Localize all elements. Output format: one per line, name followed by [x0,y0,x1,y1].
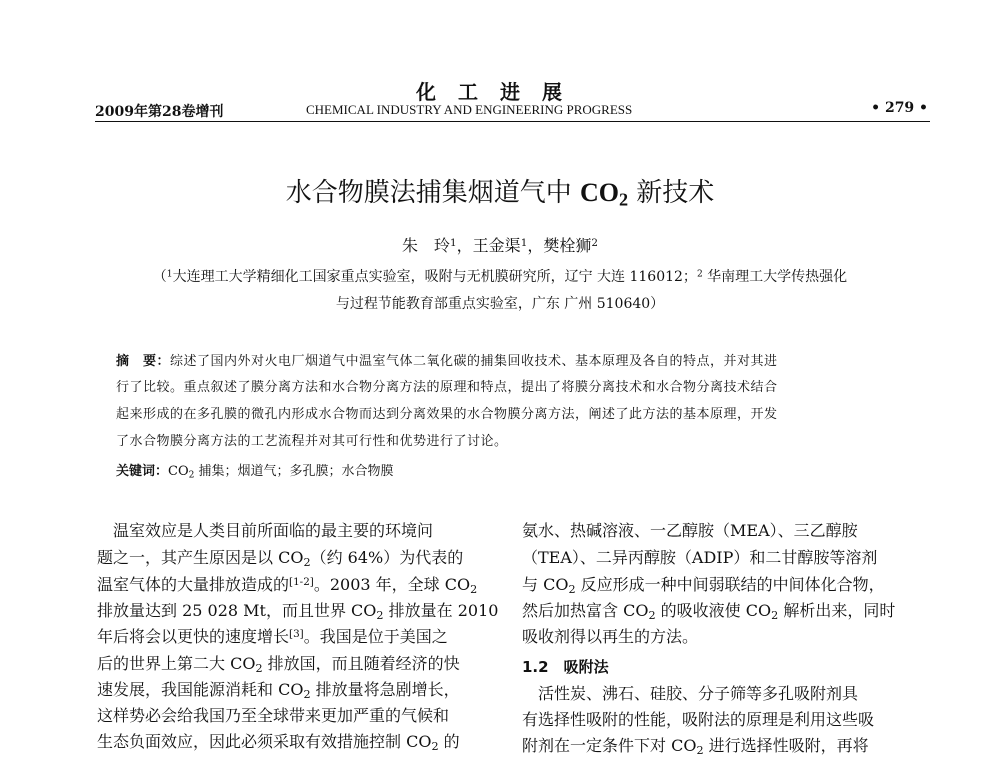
keywords-text: 捕集；烟道气；多孔膜；水合物膜 [194,464,394,479]
author-name: ，王金渠 [456,236,521,255]
body-line: 有选择性吸附的性能，吸附法的原理是利用这些吸 [522,710,875,729]
body-line [522,598,895,621]
body-line [97,572,477,595]
body-sub: 2 [255,661,263,675]
body-text: 题之一，其产生原因是以 CO [97,548,304,567]
body-sub: 2 [648,608,656,622]
body-line [97,545,463,568]
body-sub: 2 [771,608,779,622]
body-text: 然后加热富含 CO [522,601,649,620]
body-text: 进行选择性吸附，再将 [703,736,869,755]
kw-sub: 2 [188,470,195,481]
citation: [3] [289,627,304,640]
header-rule [95,121,930,122]
body-text: 排放量将急剧增长， [310,680,460,699]
body-line: 活性炭、沸石、硅胶、分子筛等多孔吸附剂具 [522,684,859,703]
body-line: 氨水、热碱溶液、一乙醇胺（MEA）、三乙醇胺 [522,521,858,540]
body-sub: 2 [568,582,576,596]
abstract-label: 摘 要： [116,354,171,369]
body-sub: 2 [696,743,704,757]
body-line [522,733,869,756]
body-text: 。2003 年，全球 CO [313,575,471,594]
affiliation-line: 与过程节能教育部重点实验室，广东 广州 510640） [335,296,665,312]
body-line [97,624,448,647]
section-heading-text: 1.2 吸附法 [522,658,609,676]
body-text: 后的世界上第二大 CO [97,654,256,673]
body-line: 温室效应是人类目前所面临的最主要的环境问 [97,521,434,540]
body-text: （约 64%）为代表的 [310,548,464,567]
kw-co: CO [168,464,189,479]
body-text: 排放量在 2010 [383,601,499,620]
affil-text: 华南理工大学传热强化 [702,269,848,285]
affil-sup: 2 [696,269,703,280]
issue-label: 2009年第28卷增刊 [95,104,224,120]
body-sub: 2 [303,555,311,569]
body-sub: 2 [470,582,478,596]
body-line [97,651,460,674]
body-text: 附剂在一定条件下对 CO [522,736,697,755]
body-sub: 2 [376,608,384,622]
title-sub: 2 [618,189,629,210]
body-text: 。我国是位于美国之 [303,627,448,646]
body-text: 排放国，而且随着经济的快 [262,654,460,673]
affiliation-line [40,266,960,286]
body-text: 解析出来，同时 [778,601,896,620]
author-name: ，樊栓狮 [527,236,592,255]
title-part: 新技术 [628,178,715,208]
citation: [1-2] [289,575,314,588]
author-name: 朱 玲 [402,236,451,255]
abstract-line: 行了比较。重点叙述了膜分离方法和水合物分离方法的原理和特点，提出了将膜分离技术和水合物分离技术结合 [116,380,778,395]
author-sup: 1 [520,236,528,249]
title-part: 水合物膜法捕集烟道气中 [285,178,580,208]
title-co: CO [579,178,619,207]
abstract-line [116,350,906,369]
body-line: 这样势必会给我国乃至全球带来更加严重的气候和 [97,706,450,725]
body-line: （TEA）、二异丙醇胺（ADIP）和二甘醇胺等溶剂 [522,548,878,567]
body-sub: 2 [431,739,439,753]
body-text: 与 CO [522,575,569,594]
body-text: 速发展，我国能源消耗和 CO [97,680,304,699]
body-text: 的吸收液使 CO [655,601,772,620]
body-text: 年后将会以更快的速度增长 [97,627,290,646]
keywords-label: 关键词： [116,464,169,479]
body-text: 的 [438,732,460,751]
author-sup: 2 [591,236,598,249]
body-line: 吸收剂得以再生的方法。 [522,627,699,646]
affil-text: （ [152,269,167,285]
body-text: 反应形成一种中间弱联结的中间体化合物， [575,575,885,594]
body-line [97,677,460,700]
journal-english-title: CHEMICAL INDUSTRY AND ENGINEERING PROGRESS [306,102,633,117]
body-text: 温室气体的大量排放造成的 [97,575,290,594]
body-line [97,729,460,752]
abstract-line: 了水合物膜分离方法的工艺流程并对其可行性和优势进行了讨论。 [116,434,508,449]
journal-title: 化工进展 [416,80,584,104]
abstract-line: 起来形成的在多孔膜的微孔内形成水合物而达到分离效果的水合物膜分离方法，阐述了此方法的基本原理，开发 [116,407,778,422]
page-number: • 279 • [871,100,928,116]
paper-title [0,172,1000,209]
body-sub: 2 [303,687,311,701]
affil-text: 大连理工大学精细化工国家重点实验室，吸附与无机膜研究所，辽宁 大连 116012； [172,269,697,285]
body-text: 生态负面效应，因此必须采取有效措施控制 CO [97,732,432,751]
author-sup: 1 [450,236,457,249]
authors [0,233,1000,256]
body-line [522,572,885,595]
abstract-text: 综述了国内外对火电厂烟道气中温室气体二氧化碳的捕集回收技术、基本原理及各自的特点，并对其进 [170,354,778,369]
affil-sup: 1 [166,269,173,280]
keywords [116,460,394,479]
title-co2 [579,178,629,210]
body-text: 排放量达到 25 028 Mt，而且世界 CO [97,601,377,620]
body-line [97,598,498,621]
section-heading [522,656,609,677]
